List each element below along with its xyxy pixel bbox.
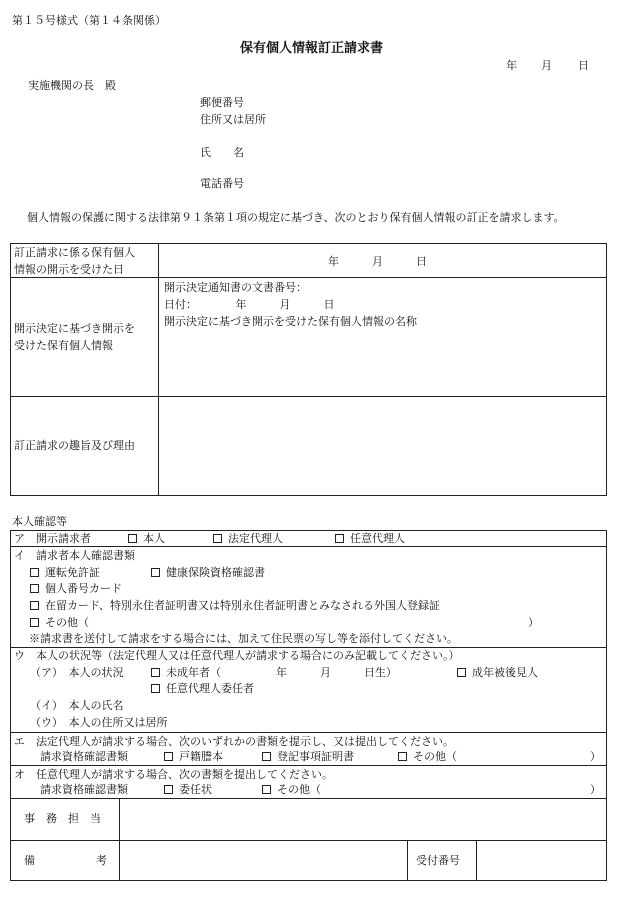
phone-label: 電話番号	[200, 177, 244, 190]
table-row-line	[10, 396, 607, 397]
requester-type-label: ア 開示請求者	[14, 532, 91, 545]
checkbox-minor[interactable]	[151, 667, 397, 678]
option-label: 成年被後見人	[472, 666, 538, 679]
page-title: 保有個人情報訂正請求書	[240, 41, 384, 56]
checkbox-icon	[335, 534, 344, 543]
other-id-close-paren: ）	[528, 616, 539, 629]
checkbox-other-legal[interactable]	[398, 751, 457, 762]
option-label: その他（	[277, 783, 321, 796]
option-label: 本人	[143, 532, 165, 545]
remarks-label-1: 備	[24, 854, 35, 867]
legal-agent-docs-label: エ 法定代理人が請求する場合、次のいずれかの書類を提示し、又は提出してください。	[14, 735, 454, 748]
checkbox-icon	[30, 601, 39, 610]
address-label: 住所又は居所	[200, 113, 266, 126]
checkbox-icon	[30, 568, 39, 577]
name-label: 氏 名	[200, 146, 244, 159]
disclosed-info-field[interactable]	[164, 279, 417, 330]
legal-agent-qualification: 請求資格確認書類	[40, 750, 128, 763]
checkbox-my-number-card[interactable]	[30, 583, 122, 594]
row-line	[10, 647, 607, 648]
disclosure-date-field[interactable]: 年 月 日	[328, 255, 427, 268]
option-label: 法定代理人	[228, 532, 283, 545]
checkbox-registry-cert[interactable]	[262, 751, 354, 762]
identity-heading: 本人確認等	[12, 515, 67, 528]
table-divider	[158, 243, 159, 496]
checkbox-icon	[30, 618, 39, 627]
mail-note: ※請求書を送付して請求をする場合には、加えて住民票の写し等を添付してください。	[29, 632, 458, 645]
checkbox-icon	[164, 752, 173, 761]
option-label: 未成年者（ 年 月 日生）	[166, 666, 397, 679]
option-label: 委任状	[179, 783, 212, 796]
other-voluntary-close-paren: ）	[590, 783, 601, 796]
checkbox-icon	[457, 668, 466, 677]
label-line: 開示決定に基づき開示を	[14, 322, 135, 335]
remarks-label-2: 考	[96, 854, 107, 867]
row-line	[10, 765, 607, 766]
option-label: 登記事項証明書	[277, 750, 354, 763]
checkbox-self[interactable]	[128, 533, 165, 544]
option-label: 任意代理人委任者	[166, 682, 254, 695]
other-legal-close-paren: ）	[590, 750, 601, 763]
date-year: 年	[506, 59, 517, 72]
info-name-label: 開示決定に基づき開示を受けた保有個人情報の名称	[164, 315, 417, 328]
checkbox-icon	[262, 785, 271, 794]
option-label: 在留カード、特別永住者証明書又は特別永住者証明書とみなされる外国人登録証	[45, 599, 441, 612]
remarks-field[interactable]	[121, 842, 405, 879]
option-label: 運転免許証	[45, 566, 100, 579]
reason-label: 訂正請求の趣旨及び理由	[14, 439, 135, 452]
receipt-number-label: 受付番号	[416, 854, 460, 867]
option-label: 任意代理人	[350, 532, 405, 545]
checkbox-icon	[262, 752, 271, 761]
checkbox-icon	[151, 568, 160, 577]
label-line: 訂正請求に係る保有個人	[14, 246, 135, 259]
office-divider	[476, 840, 477, 881]
receipt-number-field[interactable]	[478, 842, 605, 879]
person-status-label: ウ 本人の状況等（法定代理人又は任意代理人が請求する場合にのみ記載してください。）	[14, 649, 460, 662]
staff-label: 事 務 担 当	[24, 812, 101, 825]
checkbox-icon	[30, 584, 39, 593]
row-line	[10, 798, 607, 799]
date-month: 月	[541, 59, 552, 72]
checkbox-family-register[interactable]	[164, 751, 223, 762]
office-divider	[119, 798, 120, 881]
checkbox-icon	[151, 668, 160, 677]
checkbox-icon	[128, 534, 137, 543]
label-line: 情報の開示を受けた日	[14, 263, 124, 276]
checkbox-health-insurance[interactable]	[151, 567, 265, 578]
voluntary-agent-qualification: 請求資格確認書類	[40, 783, 128, 796]
postal-code-label: 郵便番号	[200, 96, 244, 109]
label-line: 受けた保有個人情報	[14, 339, 113, 352]
option-label: その他（	[45, 616, 89, 629]
option-label: 健康保険資格確認書	[166, 566, 265, 579]
checkbox-drivers-license[interactable]	[30, 567, 100, 578]
checkbox-other-voluntary[interactable]	[262, 784, 321, 795]
reason-field[interactable]	[160, 398, 605, 494]
checkbox-icon	[398, 752, 407, 761]
row-line	[10, 840, 607, 841]
person-status-a: （ア） 本人の状況	[30, 666, 124, 679]
voluntary-agent-docs-label: オ 任意代理人が請求する場合、次の書類を提出してください。	[14, 768, 333, 781]
option-label: その他（	[413, 750, 457, 763]
document-number-label: 開示決定通知書の文書番号：	[164, 281, 307, 294]
request-statement: 個人情報の保護に関する法律第９１条第１項の規定に基づき、次のとおり保有個人情報の訂正を請求します。	[27, 211, 565, 224]
checkbox-proxy-principal[interactable]	[151, 683, 254, 694]
staff-field[interactable]	[121, 800, 605, 838]
form-number: 第１５号様式（第１４条関係）	[12, 14, 166, 27]
id-docs-label: イ 請求者本人確認書類	[14, 549, 135, 562]
person-address-label: （ウ） 本人の住所又は居所	[30, 716, 168, 729]
disclosed-info-label	[14, 320, 135, 354]
person-name-label: （イ） 本人の氏名	[30, 699, 124, 712]
checkbox-other-id[interactable]	[30, 617, 89, 628]
office-divider	[407, 840, 408, 881]
row-line	[10, 546, 607, 547]
checkbox-residence-card[interactable]	[30, 600, 440, 611]
checkbox-power-of-attorney[interactable]	[164, 784, 212, 795]
checkbox-icon	[151, 684, 160, 693]
date-day: 日	[578, 59, 589, 72]
checkbox-adult-ward[interactable]	[457, 667, 538, 678]
disclosure-date-label	[14, 244, 135, 278]
option-label: 個人番号カード	[45, 582, 122, 595]
checkbox-voluntary-agent[interactable]	[335, 533, 405, 544]
checkbox-icon	[213, 534, 222, 543]
addressee: 実施機関の長 殿	[28, 79, 116, 92]
row-line	[10, 732, 607, 733]
checkbox-legal-agent[interactable]	[213, 533, 283, 544]
notice-date-label: 日付： 年 月 日	[164, 298, 335, 311]
checkbox-icon	[164, 785, 173, 794]
option-label: 戸籍謄本	[179, 750, 223, 763]
